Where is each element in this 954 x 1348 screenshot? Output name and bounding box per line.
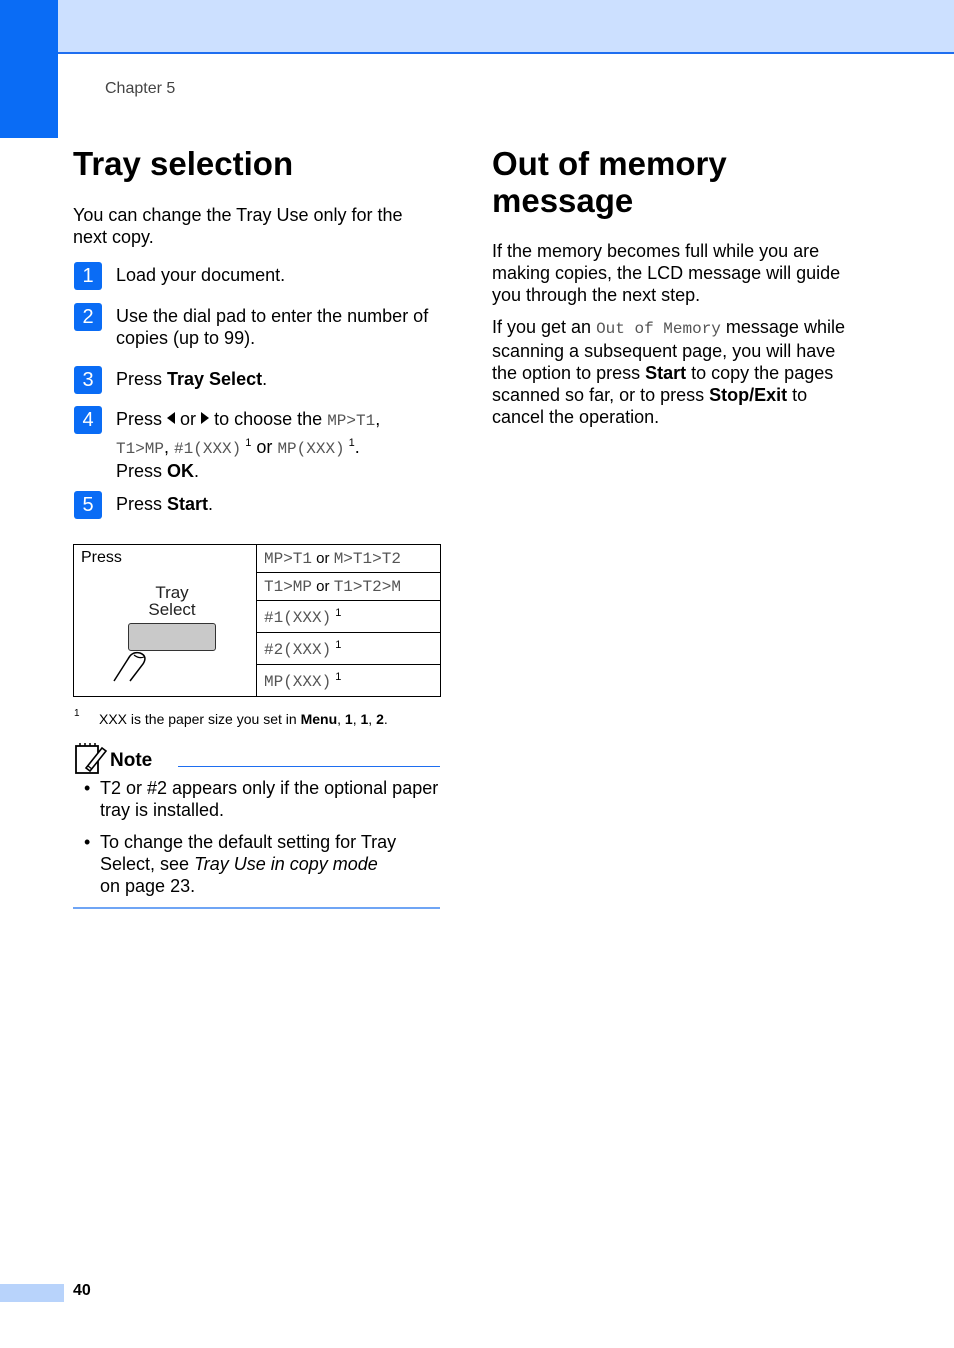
ok-key: OK (167, 461, 195, 481)
left-arrow-icon (167, 412, 175, 424)
tray-select-key: Tray Select (167, 369, 263, 389)
page-number: 40 (73, 1282, 91, 1299)
step-text: Use the dial pad to enter the number of copies (up to 99). (116, 306, 429, 348)
note-title: Note (110, 750, 153, 771)
step-text: Press Start. (116, 494, 214, 514)
note-rule (178, 766, 440, 767)
tray-options-table (73, 544, 441, 697)
tray-option: #2(XXX) $^1$ (257, 633, 441, 665)
step-text: Press Tray Select. (116, 369, 268, 389)
tray-option: MP(XXX) $^1$ (257, 665, 441, 697)
step-number: 1 (74, 262, 102, 290)
tray-option: MP>T1 or M>T1>T2 (257, 545, 441, 573)
step-text: Press or to choose the MP>T1, T1>MP, #1(XXX) $^1$ or MP(XXX) $^1$. Press OK. (116, 409, 381, 481)
out-of-memory-title: Out of memory message (492, 145, 727, 219)
header-bar (58, 0, 954, 54)
chapter-label: Chapter 5 (105, 80, 176, 97)
table-row (74, 545, 441, 573)
chapter-tab (0, 0, 58, 138)
memory-para-2: If you get an Out of Memory message while scanning a subsequent page, you will have the option to press Start to copy the pages scanned so far, or to press Stop/Exit to cancel the operation. (492, 317, 845, 427)
finger-press-icon (112, 637, 162, 683)
start-key: Start (167, 494, 209, 514)
tray-option: #1(XXX) $^1$ (257, 601, 441, 633)
press-cell (74, 545, 257, 697)
note-bottom-rule (73, 907, 440, 909)
step-number: 4 (74, 406, 102, 434)
note-icon (74, 742, 108, 776)
tray-selection-title: Tray selection (73, 145, 294, 182)
step-number: 2 (74, 303, 102, 331)
press-label: Press (81, 549, 122, 566)
right-arrow-icon (201, 412, 209, 424)
step-text: Load your document. (116, 265, 286, 285)
page-tab (0, 1284, 64, 1302)
step-number: 5 (74, 491, 102, 519)
tray-option: T1>MP or T1>T2>M (257, 573, 441, 601)
memory-para-1: If the memory becomes full while you are making copies, the LCD message will guide you through the next step. (492, 241, 841, 305)
tray-intro: You can change the Tray Use only for the next copy. (73, 205, 403, 247)
cross-reference-link[interactable]: Tray Use in copy mode (194, 854, 378, 874)
tray-select-button-label: Tray Select (148, 583, 196, 619)
step-number: 3 (74, 366, 102, 394)
